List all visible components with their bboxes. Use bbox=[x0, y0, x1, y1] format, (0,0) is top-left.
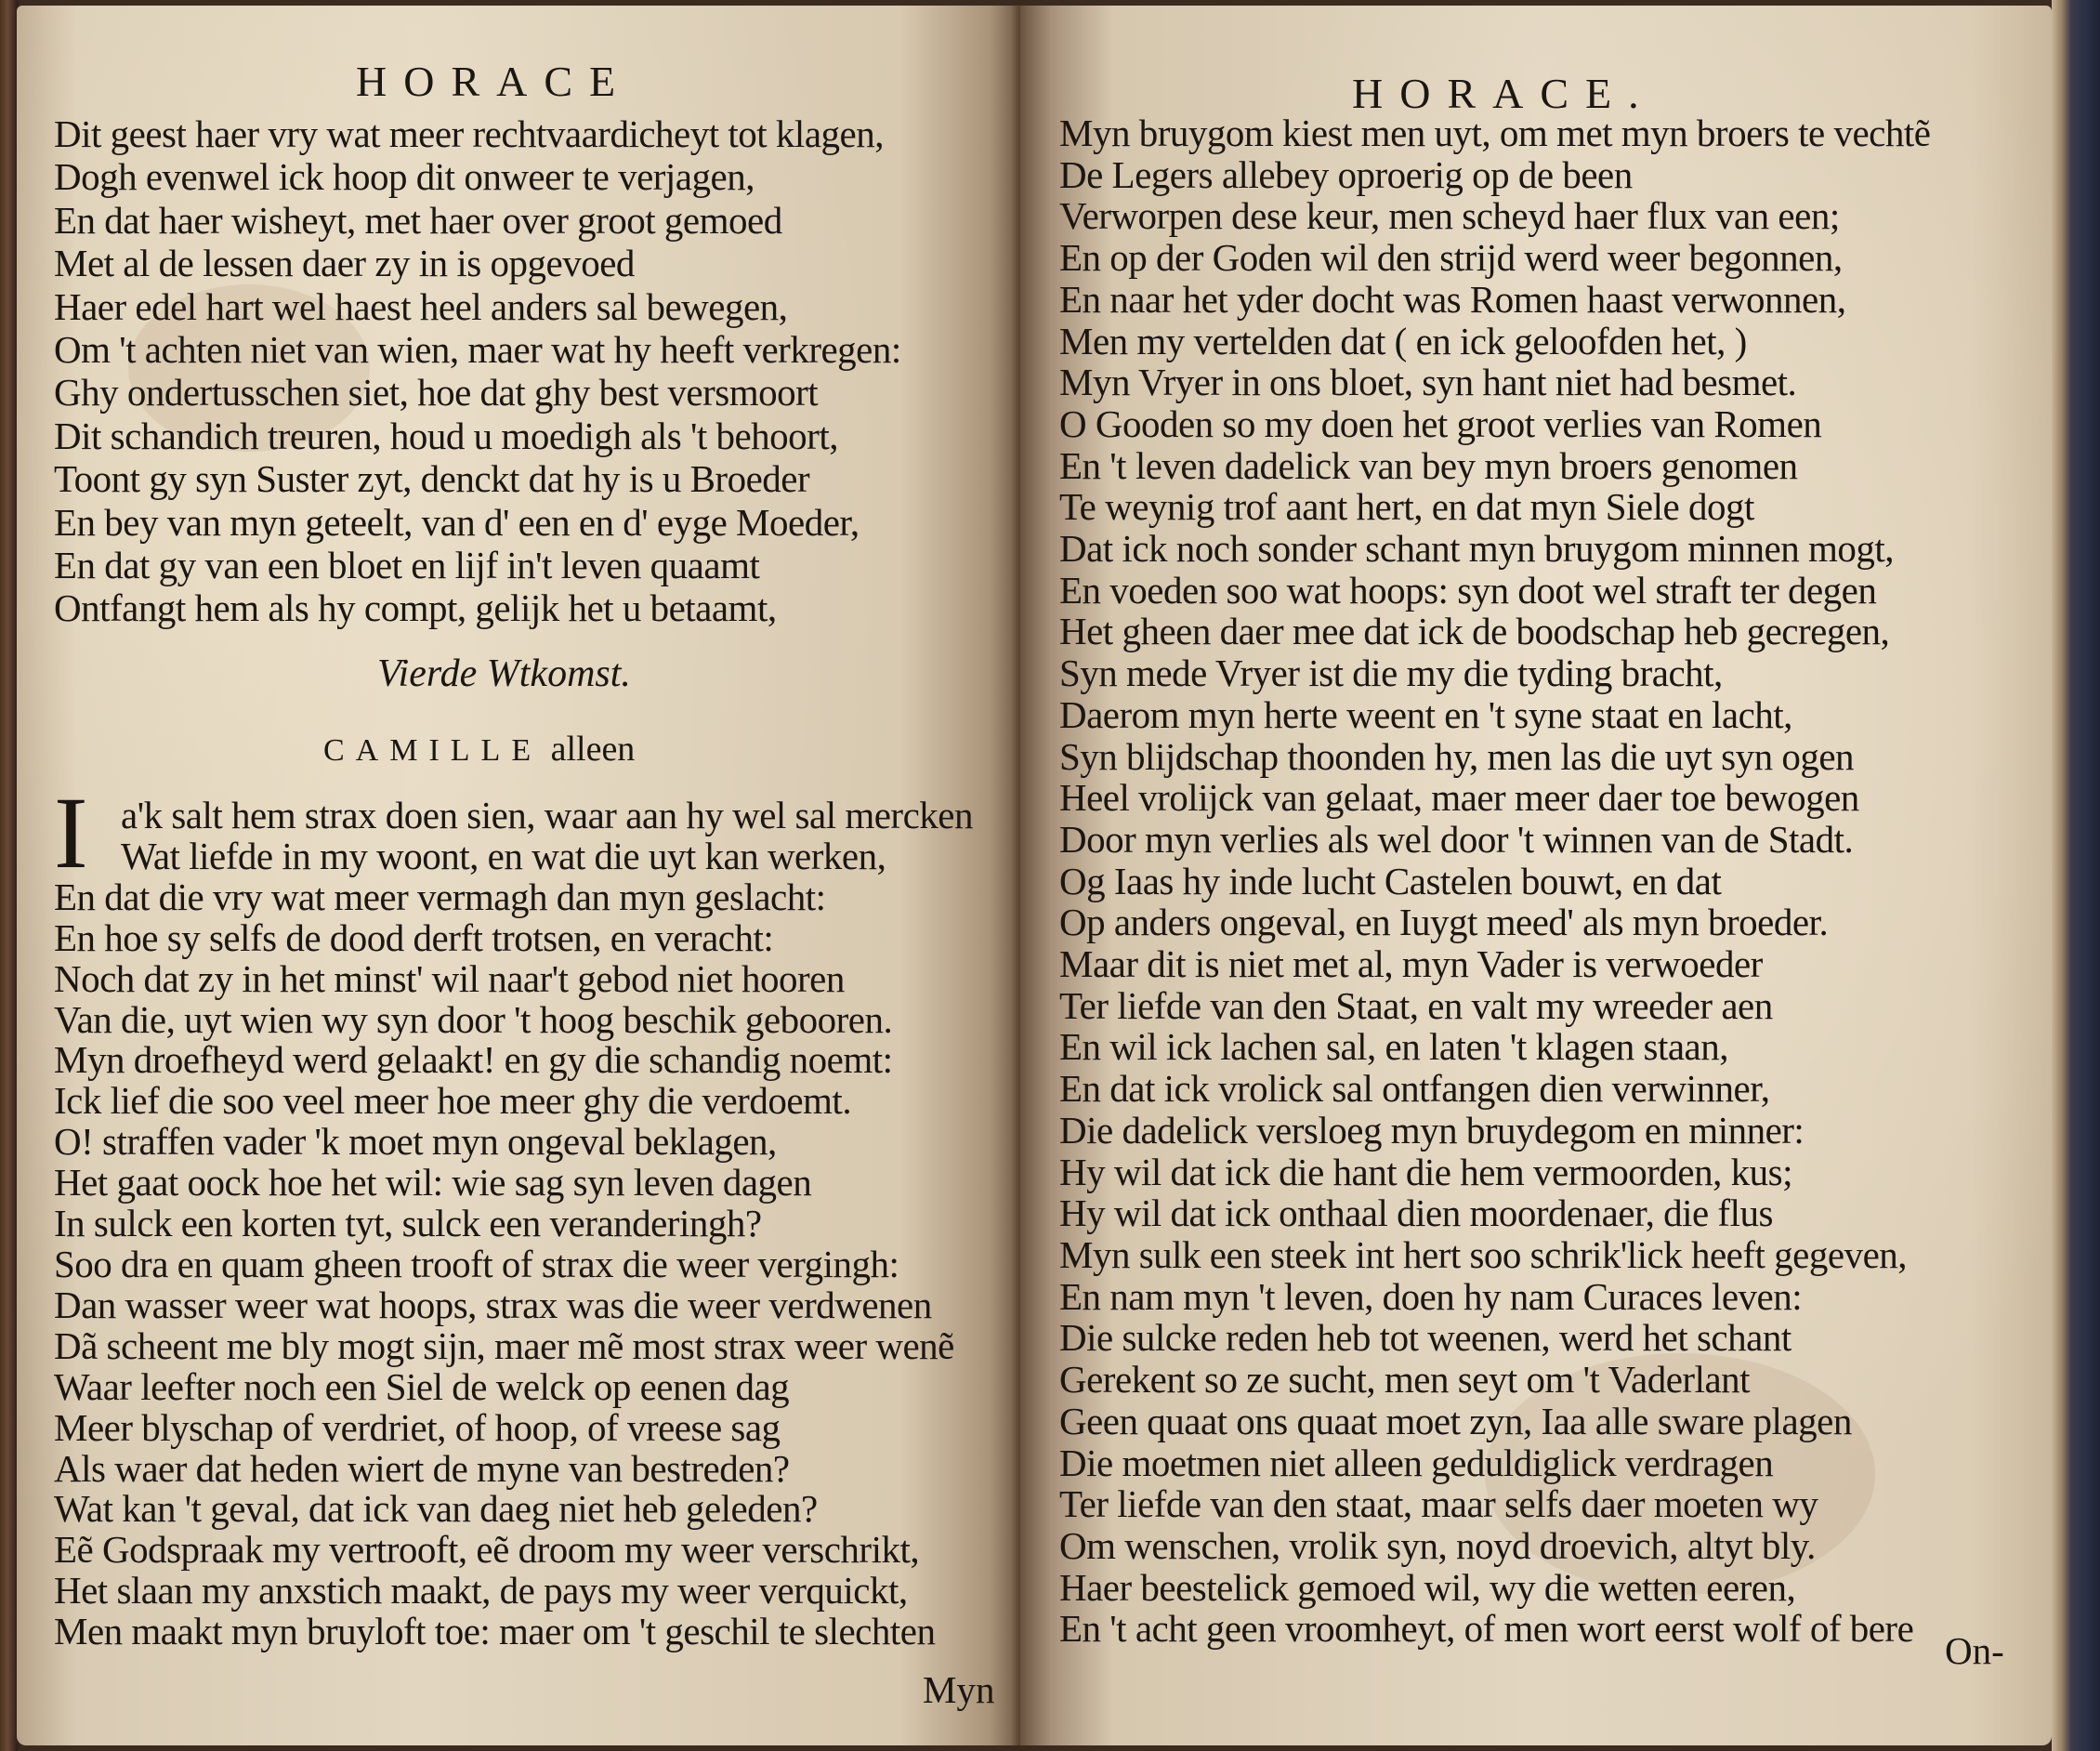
verse-line: Syn blijdschap thoonden hy, men las die uyt syn ogen bbox=[1059, 734, 1855, 778]
verse-line: Het gheen daer mee dat ick de boodschap heb gecregen, bbox=[1059, 610, 1890, 653]
verse-line: Het gaat oock hoe het wil: wie sag syn leven dagen bbox=[54, 1161, 812, 1205]
verse-line: Dan wasser weer wat hoops, strax was die weer verdwenen bbox=[54, 1283, 932, 1326]
verse-line: Die moetmen niet alleen geduldiglick verdragen bbox=[1059, 1441, 1774, 1484]
verse-line: Myn droefheyd werd gelaakt! en gy die schandig noemt: bbox=[54, 1038, 893, 1082]
verse-line: a'k salt hem strax doen sien, waar aan hy wel sal mercken bbox=[121, 794, 973, 836]
verse-line: Ter liefde van den staat, maar selfs daer moeten wy bbox=[1059, 1482, 1818, 1526]
verse-line: Ontfangt hem als hy compt, gelijk het u betaamt, bbox=[54, 586, 777, 630]
verse-line: Myn bruygom kiest men uyt, om met myn broers te vechtẽ bbox=[1059, 112, 1931, 154]
left-page bbox=[17, 6, 1020, 1745]
drop-cap: I bbox=[54, 776, 88, 889]
verse-line: Met al de lessen daer zy in is opgevoed bbox=[54, 242, 635, 285]
verse-line: Syn mede Vryer ist die my die tyding bracht, bbox=[1059, 652, 1723, 695]
verse-line: Ick lief die soo veel meer hoe meer ghy die verdoemt. bbox=[54, 1079, 852, 1123]
verse-line: Haer edel hart wel haest heel anders sal bewegen, bbox=[54, 284, 788, 328]
verse-line: Door myn verlies als wel door 't winnen van de Stadt. bbox=[1059, 817, 1854, 861]
right-page bbox=[1020, 6, 2052, 1745]
verse-line: En bey van myn geteelt, van d' een en d' eyge Moeder, bbox=[54, 500, 860, 544]
verse-line: Verworpen dese keur, men scheyd haer flux van een; bbox=[1059, 194, 1840, 238]
speaker-heading bbox=[323, 729, 635, 770]
verse-line: Meer blyschap of verdriet, of hoop, of vreese sag bbox=[54, 1405, 781, 1449]
verse-line: Te weynig trof aant hert, en dat myn Siele dogt bbox=[1059, 485, 1754, 529]
verse-line: In sulck een korten tyt, sulck een veranderingh? bbox=[54, 1202, 762, 1245]
verse-line: Dat ick noch sonder schant myn bruygom minnen mogt, bbox=[1059, 527, 1894, 571]
page-edges bbox=[2052, 0, 2100, 1751]
verse-line: Hy wil dat ick die hant die hem vermoorden, kus; bbox=[1059, 1150, 1792, 1193]
verse-line: Men maakt myn bruyloft toe: maer om 't geschil te slechten bbox=[54, 1610, 936, 1653]
verse-line: Noch dat zy in het minst' wil naar't gebod niet hooren bbox=[54, 956, 845, 1000]
verse-line: En nam myn 't leven, doen hy nam Curaces leven: bbox=[1059, 1274, 1803, 1318]
verse-line: Dogh evenwel ick hoop dit onweer te verjagen, bbox=[54, 155, 755, 199]
verse-line: Hy wil dat ick onthaal dien moordenaer, die flus bbox=[1059, 1191, 1773, 1235]
verse-line: Heel vrolijck van gelaat, maer meer daer toe bewogen bbox=[1059, 776, 1859, 820]
section-title: Vierde Wtkomst. bbox=[377, 652, 631, 695]
catchword-right: On- bbox=[1945, 1629, 2004, 1672]
verse-line: Wat kan 't geval, dat ick van daeg niet heb geleden? bbox=[54, 1487, 818, 1531]
verse-line: Soo dra en quam gheen trooft of strax die weer vergingh: bbox=[54, 1242, 899, 1285]
left-top-verse bbox=[54, 112, 901, 630]
verse-line: En 't leven dadelick van bey myn broers genomen bbox=[1059, 443, 1798, 487]
verse-line: En dat die vry wat meer vermagh dan myn geslacht: bbox=[54, 875, 826, 918]
verse-line: Gerekent so ze sucht, men seyt om 't Vaderlant bbox=[1059, 1358, 1751, 1402]
verse-line: Men my vertelden dat ( en ick geloofden het, ) bbox=[1059, 319, 1747, 362]
verse-line: Eẽ Godspraak my vertrooft, eẽ droom my weer verschrikt, bbox=[54, 1528, 920, 1572]
verse-line: Geen quaat ons quaat moet zyn, Iaa alle sware plagen bbox=[1059, 1399, 1852, 1442]
verse-line: Van die, uyt wien wy syn door 't hoog beschik gebooren. bbox=[54, 997, 893, 1041]
verse-line: En dat gy van een bloet en lijf in't leven quaamt bbox=[54, 544, 760, 587]
verse-line: En hoe sy selfs de dood derft trotsen, en veracht: bbox=[54, 915, 774, 959]
verse-line: Dã scheent me bly mogt sijn, maer mẽ most strax weer wenẽ bbox=[54, 1323, 954, 1367]
verse-line: Op anders ongeval, en Iuygt meed' als myn broeder. bbox=[1059, 901, 1829, 944]
verse-line: O Gooden so my doen het groot verlies van Romen bbox=[1059, 402, 1822, 445]
catchword-left: Myn bbox=[923, 1668, 995, 1711]
verse-line: Dit geest haer vry wat meer rechtvaardicheyt tot klagen, bbox=[54, 112, 884, 155]
verse-line: Wat liefde in my woont, en wat die uyt kan werken, bbox=[121, 834, 886, 877]
verse-line: Haer beestelick gemoed wil, wy die wetten eeren, bbox=[1059, 1565, 1796, 1609]
verse-line: Toont gy syn Suster zyt, denckt dat hy is u Broeder bbox=[54, 457, 810, 501]
left-bottom-verse bbox=[54, 796, 973, 1652]
verse-line: Om 't achten niet van wien, maer wat hy heeft verkregen: bbox=[54, 328, 901, 372]
verse-line: Maar dit is niet met al, myn Vader is verwoeder bbox=[1059, 942, 1763, 986]
verse-line: En op der Goden wil den strijd werd weer begonnen, bbox=[1059, 236, 1843, 280]
verse-line: Om wenschen, vrolik syn, noyd droevich, altyt bly. bbox=[1059, 1523, 1816, 1567]
right-verse bbox=[1059, 112, 1930, 1650]
verse-line: De Legers allebey oproerig op de been bbox=[1059, 152, 1633, 196]
verse-line: Daerom myn herte weent en 't syne staat en lacht, bbox=[1059, 692, 1792, 736]
verse-line: Die sulcke reden heb tot weenen, werd het schant bbox=[1059, 1316, 1792, 1360]
speaker-name: CAMILLE bbox=[323, 733, 543, 768]
verse-line: Ter liefde van den Staat, en valt my wreeder aen bbox=[1059, 983, 1773, 1027]
running-head-left: HORACE bbox=[356, 58, 633, 105]
verse-line: En naar het yder docht was Romen haast verwonnen, bbox=[1059, 277, 1846, 321]
verse-line: Die dadelick versloeg myn bruydegom en minner: bbox=[1059, 1108, 1805, 1152]
verse-line: En dat ick vrolick sal ontfangen dien verwinner, bbox=[1059, 1067, 1770, 1111]
verse-line: En dat haer wisheyt, met haer over groot gemoed bbox=[54, 198, 782, 242]
running-head-right: HORACE. bbox=[1352, 70, 1656, 117]
verse-line: Myn Vryer in ons bloet, syn hant niet had besmet. bbox=[1059, 361, 1797, 404]
verse-line: Het slaan my anxstich maakt, de pays my weer verquickt, bbox=[54, 1569, 908, 1613]
verse-line: En voeden soo wat hoops: syn doot wel straft ter degen bbox=[1059, 568, 1877, 612]
verse-line: Og Iaas hy inde lucht Castelen bouwt, en dat bbox=[1059, 859, 1722, 902]
verse-line: Waar leefter noch een Siel de welck op eenen dag bbox=[54, 1364, 790, 1408]
verse-line: En wil ick lachen sal, en laten 't klagen staan, bbox=[1059, 1025, 1728, 1069]
verse-line: Dit schandich treuren, houd u moedigh als 't behoort, bbox=[54, 414, 838, 457]
verse-line: Als waer dat heden wiert de myne van bestreden? bbox=[54, 1446, 790, 1490]
verse-line: Myn sulk een steek int hert soo schrik'lick heeft gegeven, bbox=[1059, 1232, 1908, 1276]
verse-line: O! straffen vader 'k moet myn ongeval beklagen, bbox=[54, 1120, 777, 1164]
verse-line: Ghy ondertusschen siet, hoe dat ghy best versmoort bbox=[54, 371, 819, 415]
verse-line: En 't acht geen vroomheyt, of men wort eerst wolf of bere bbox=[1059, 1607, 1914, 1651]
speaker-suffix: alleen bbox=[550, 730, 636, 769]
